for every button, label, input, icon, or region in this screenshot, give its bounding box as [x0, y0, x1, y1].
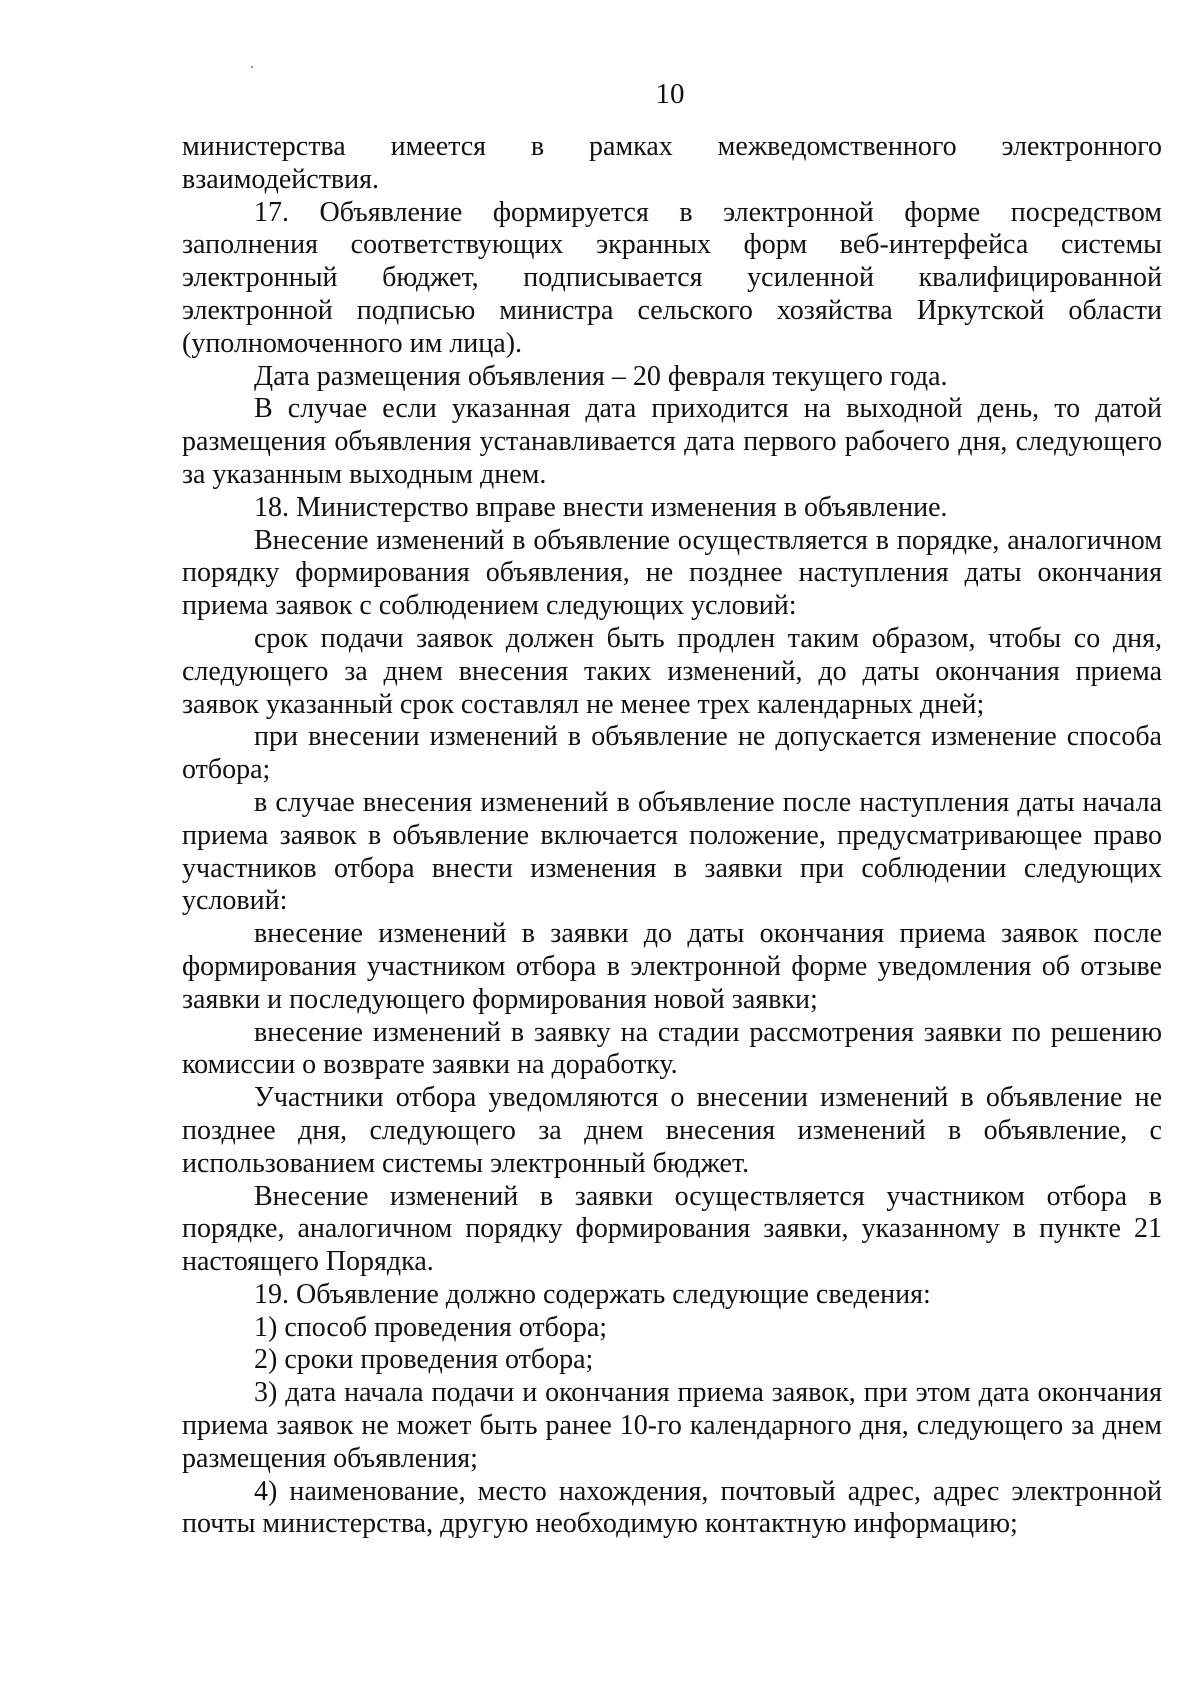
- paragraph-amendment-procedure: Внесение изменений в объявление осуществляется в порядке, аналогичном порядку формирования объявления, не позднее наступления даты окончания приема заявок с соблюдением следующих условий:: [182, 524, 1162, 622]
- paragraph-publication-date: Дата размещения объявления – 20 февраля текущего года.: [254, 360, 948, 392]
- list-item-1: 1) способ проведения отбора;: [254, 1311, 608, 1343]
- paragraph-condition-extension: срок подачи заявок должен быть продлен таким образом, чтобы со дня, следующего за днем внесения таких изменений, до даты окончания приема заявок указанный срок составлял не менее трех календарных дней;: [182, 622, 1162, 720]
- paragraph-subcondition-withdrawal: внесение изменений в заявки до даты окончания приема заявок после формирования участником отбора в электронной форме уведомления об отзыве заявки и последующего формирования новой заявки;: [182, 918, 1162, 1015]
- paragraph-participant-notice: Участники отбора уведомляются о внесении изменений в объявление не позднее дня, следующего за днем внесения изменений в объявление, с использованием системы электронный бюджет.: [182, 1082, 1162, 1179]
- list-item-2: 2) сроки проведения отбора;: [254, 1344, 594, 1376]
- list-item-4: 4) наименование, место нахождения, почтовый адрес, адрес электронной почты министерства, другую необходимую контактную информацию;: [182, 1475, 1162, 1540]
- paragraph-continuation: министерства имеется в рамках межведомственного электронного взаимодействия.: [182, 131, 1162, 195]
- page-number: 10: [655, 78, 685, 110]
- paragraph-condition-method: при внесении изменений в объявление не допускается изменение способа отбора;: [182, 721, 1162, 786]
- scan-speck: [251, 66, 253, 68]
- paragraph-item-18: 18. Министерство вправе внести изменения в объявление.: [254, 491, 948, 523]
- list-item-3: 3) дата начала подачи и окончания приема заявок, при этом дата окончания приема заявок не может быть ранее 10-го календарного дня, следующего за днем размещения объявления;: [182, 1377, 1162, 1474]
- paragraph-weekend-rule: В случае если указанная дата приходится на выходной день, то датой размещения объявления устанавливается дата первого рабочего дня, следующего за указанным выходным днем.: [182, 393, 1162, 490]
- paragraph-application-changes: Внесение изменений в заявки осуществляется участником отбора в порядке, аналогичном порядку формирования заявки, указанному в пункте 21 настоящего Порядка.: [182, 1180, 1162, 1278]
- paragraph-condition-after-start: в случае внесения изменений в объявление после наступления даты начала приема заявок в объявление включается положение, предусматривающее право участников отбора внести изменения в заявки при соблюдении следующих условий:: [182, 786, 1162, 917]
- paragraph-item-19: 19. Объявление должно содержать следующие сведения:: [254, 1278, 931, 1310]
- body-text: [182, 131, 1162, 1541]
- paragraph-subcondition-revision: внесение изменений в заявку на стадии рассмотрения заявки по решению комиссии о возврате заявки на доработку.: [182, 1016, 1162, 1081]
- paragraph-item-17: 17. Объявление формируется в электронной форме посредством заполнения соответствующих экранных форм веб-интерфейса системы электронный бюджет, подписывается усиленной квалифицированной электронной подписью министра сельского хозяйства Иркутской области (уполномоченного им лица).: [182, 196, 1162, 359]
